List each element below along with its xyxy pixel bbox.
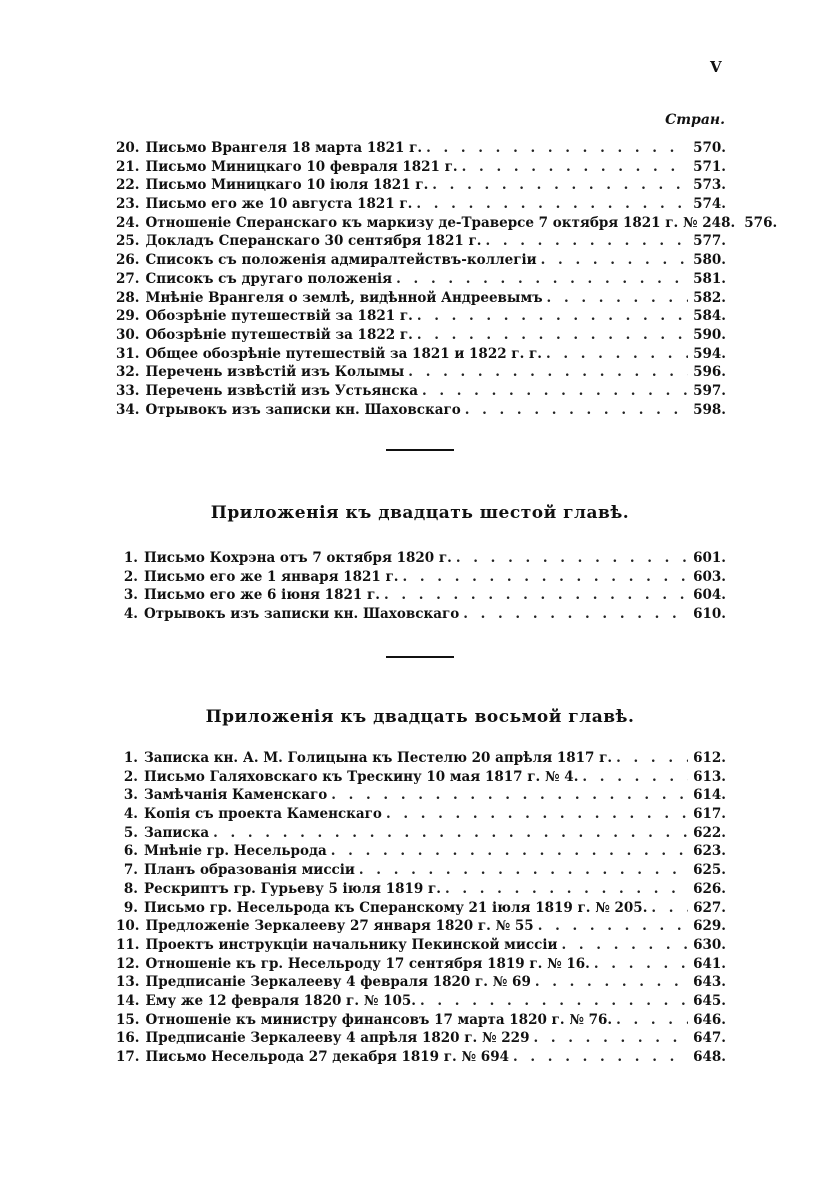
dot-leader <box>408 363 688 382</box>
entry-title: Письмо гр. Несельрода къ Сперанскому 21 іюля 1819 г. № 205. <box>144 899 648 916</box>
toc-entry <box>116 880 726 899</box>
entry-page-number: 614. <box>693 787 726 804</box>
entry-page-number: 596. <box>693 364 726 381</box>
toc-entry <box>116 326 726 345</box>
entry-page-number: 570. <box>693 140 726 156</box>
entry-page-number: 590. <box>693 326 726 343</box>
toc-entry <box>116 382 726 401</box>
toc-entry <box>116 307 726 326</box>
entry-number: 30. <box>116 326 140 343</box>
entry-title: Перечень извѣстій изъ Колымы <box>145 364 405 381</box>
dot-leader <box>331 842 688 861</box>
toc-entry <box>116 805 726 824</box>
entry-title: Отношеніе къ гр. Несельроду 17 сентября 1819 г. № 16. <box>145 955 590 972</box>
entry-title: Письмо Миницкаго 10 февраля 1821 г. <box>145 158 458 175</box>
toc-entry <box>116 992 726 1011</box>
entry-number: 2. <box>123 768 138 785</box>
entry-number: 25. <box>116 233 140 250</box>
entry-title: Письмо его же 6 іюня 1821 г. <box>144 587 380 604</box>
toc-entry <box>116 568 726 587</box>
entry-title: Отношеніе къ министру финансовъ 17 марта 1820 г. № 76. <box>145 1011 613 1028</box>
entry-page-number: 641. <box>693 955 726 972</box>
toc-entry <box>116 749 726 768</box>
entry-page-number: 581. <box>693 270 726 287</box>
entry-page-number: 574. <box>693 196 726 213</box>
entry-title: Мнѣніе Врангеля о землѣ, видѣнной Андреевымъ <box>145 289 543 306</box>
entry-title: Обозрѣніе путешествій за 1822 г. <box>145 326 413 343</box>
entry-title: Письмо Несельрода 27 декабря 1819 г. № 694 <box>145 1049 509 1065</box>
entry-page-number: 630. <box>693 936 726 953</box>
entry-number: 27. <box>116 270 140 287</box>
entry-title: Проектъ инструкціи начальнику Пекинской миссіи <box>145 936 558 953</box>
entry-title: Рескриптъ гр. Гурьеву 5 іюля 1819 г. <box>144 880 441 897</box>
entry-number: 11. <box>116 936 140 953</box>
toc-entry <box>116 955 726 974</box>
dot-leader <box>594 955 688 974</box>
dot-leader <box>213 824 688 843</box>
entry-number: 29. <box>116 308 140 325</box>
entry-title: Перечень извѣстій изъ Устьянска <box>145 382 418 399</box>
entry-number: 22. <box>116 177 140 194</box>
entry-number: 5. <box>123 824 138 841</box>
entry-number: 32. <box>116 364 140 381</box>
entry-title: Замѣчанія Каменскаго <box>144 787 328 804</box>
entry-number: 3. <box>123 787 138 804</box>
dot-leader <box>432 176 688 195</box>
toc-list-chapter-26 <box>116 549 726 624</box>
entry-number: 2. <box>123 568 138 585</box>
column-header-pages: Стран. <box>665 112 725 128</box>
entry-title: Общее обозрѣніе путешествій за 1821 и 1822 г. г. <box>145 345 542 362</box>
section-heading-chapter-28: Приложенія къ двадцать восьмой главѣ. <box>205 707 635 727</box>
dot-leader <box>533 1029 688 1048</box>
toc-entry <box>116 936 726 955</box>
entry-title: Записка <box>144 824 210 841</box>
entry-title: Докладъ Сперанскаго 30 сентября 1821 г. <box>145 233 482 250</box>
dot-leader <box>331 786 688 805</box>
entry-number: 4. <box>123 606 138 623</box>
entry-title: Списокъ съ положенія адмиралтействъ-коллегіи <box>145 252 537 269</box>
entry-page-number: 571. <box>693 158 726 175</box>
entry-page-number: 647. <box>693 1030 726 1047</box>
toc-entry <box>116 842 726 861</box>
section-divider <box>386 449 454 451</box>
entry-title: Письмо Миницкаго 10 іюля 1821 г. <box>145 177 429 194</box>
entry-title: Ему же 12 февраля 1820 г. № 105. <box>145 992 416 1009</box>
entry-page-number: 573. <box>693 177 726 194</box>
entry-page-number: 643. <box>693 974 726 991</box>
toc-entry <box>116 824 726 843</box>
toc-entry <box>116 1011 726 1030</box>
entry-number: 13. <box>116 974 140 991</box>
toc-entry <box>116 139 726 158</box>
toc-entry <box>116 605 726 624</box>
dot-leader <box>535 973 688 992</box>
dot-leader <box>616 1011 688 1030</box>
dot-leader <box>403 568 689 587</box>
entry-number: 6. <box>123 843 138 860</box>
entry-page-number: 598. <box>693 401 726 418</box>
entry-number: 31. <box>116 345 140 362</box>
entry-page-number: 625. <box>693 862 726 879</box>
toc-entry <box>116 363 726 382</box>
entry-page-number: 648. <box>693 1049 726 1065</box>
entry-title: Обозрѣніе путешествій за 1821 г. <box>145 308 413 325</box>
dot-leader <box>386 805 688 824</box>
entry-page-number: 617. <box>693 806 726 823</box>
entry-number: 3. <box>123 587 138 604</box>
toc-entry <box>116 158 726 177</box>
entry-number: 16. <box>116 1030 140 1047</box>
toc-entry <box>116 768 726 787</box>
dot-leader <box>417 307 688 326</box>
entry-number: 20. <box>116 140 140 156</box>
entry-number: 21. <box>116 158 140 175</box>
dot-leader <box>416 195 688 214</box>
dot-leader <box>463 605 688 624</box>
entry-page-number: 610. <box>693 606 726 623</box>
entry-title: Письмо его же 1 января 1821 г. <box>144 568 399 585</box>
entry-number: 28. <box>116 289 140 306</box>
entry-number: 15. <box>116 1011 140 1028</box>
entry-title: Планъ образованія миссіи <box>144 862 355 879</box>
dot-leader <box>422 382 688 401</box>
entry-page-number: 601. <box>693 550 726 566</box>
page-number: V <box>710 58 722 76</box>
entry-title: Отношеніе Сперанскаго къ маркизу де-Траверсе 7 октября 1821 г. № 248. <box>145 214 736 231</box>
entry-title: Письмо Врангеля 18 марта 1821 г. <box>145 140 423 156</box>
dot-leader <box>562 936 689 955</box>
toc-entry <box>116 973 726 992</box>
dot-leader <box>456 549 688 568</box>
dot-leader <box>541 251 688 270</box>
entry-page-number: 576. <box>744 214 778 231</box>
dot-leader <box>582 768 688 787</box>
entry-title: Предписаніе Зеркалееву 4 апрѣля 1820 г. № 229 <box>145 1030 530 1047</box>
toc-entry <box>116 899 726 918</box>
dot-leader <box>420 992 688 1011</box>
toc-entry <box>116 195 726 214</box>
dot-leader <box>384 586 688 605</box>
dot-leader <box>465 401 688 420</box>
entry-title: Отрывокъ изъ записки кн. Шаховскаго <box>144 606 460 623</box>
toc-list-continuation <box>116 139 778 419</box>
entry-page-number: 622. <box>693 824 726 841</box>
dot-leader <box>485 232 688 251</box>
entry-title: Письмо его же 10 августа 1821 г. <box>145 196 413 213</box>
entry-number: 33. <box>116 382 140 399</box>
toc-entry <box>116 214 778 233</box>
toc-entry <box>116 586 726 605</box>
entry-number: 23. <box>116 196 140 213</box>
toc-entry <box>116 401 726 420</box>
entry-page-number: 629. <box>693 918 726 935</box>
entry-page-number: 623. <box>693 843 726 860</box>
toc-entry <box>116 251 726 270</box>
entry-title: Записка кн. А. М. Голицына къ Пестелю 20 апрѣля 1817 г. <box>144 750 613 766</box>
entry-title: Списокъ съ другаго положенія <box>145 270 393 287</box>
entry-number: 26. <box>116 252 140 269</box>
dot-leader <box>462 158 688 177</box>
toc-entry <box>116 176 726 195</box>
dot-leader <box>417 326 688 345</box>
entry-number: 1. <box>123 550 138 566</box>
dot-leader <box>651 899 688 918</box>
entry-number: 14. <box>116 992 140 1009</box>
entry-page-number: 584. <box>693 308 726 325</box>
toc-entry <box>116 232 726 251</box>
dot-leader <box>359 861 688 880</box>
entry-page-number: 577. <box>693 233 726 250</box>
entry-number: 10. <box>116 918 140 935</box>
dot-leader <box>426 139 688 158</box>
entry-number: 1. <box>123 750 138 766</box>
entry-number: 8. <box>123 880 138 897</box>
entry-number: 24. <box>116 214 140 231</box>
entry-page-number: 594. <box>693 345 726 362</box>
toc-entry <box>116 917 726 936</box>
toc-entry <box>116 1029 726 1048</box>
dot-leader <box>547 289 688 308</box>
entry-page-number: 626. <box>693 880 726 897</box>
entry-title: Копія съ проекта Каменскаго <box>144 806 382 823</box>
toc-entry <box>116 345 726 364</box>
entry-title: Отрывокъ изъ записки кн. Шаховскаго <box>145 401 461 418</box>
entry-page-number: 580. <box>693 252 726 269</box>
section-heading-chapter-26: Приложенія къ двадцать шестой главѣ. <box>210 503 630 523</box>
entry-page-number: 582. <box>693 289 726 306</box>
entry-page-number: 604. <box>693 587 726 604</box>
entry-page-number: 612. <box>693 750 726 766</box>
dot-leader <box>616 749 688 768</box>
entry-title: Письмо Кохрэна отъ 7 октября 1820 г. <box>144 550 452 566</box>
section-divider <box>386 656 454 658</box>
entry-number: 4. <box>123 806 138 823</box>
entry-page-number: 645. <box>693 992 726 1009</box>
entry-page-number: 603. <box>693 568 726 585</box>
toc-entry <box>116 549 726 568</box>
toc-entry <box>116 289 726 308</box>
entry-number: 17. <box>116 1049 140 1065</box>
dot-leader <box>513 1048 688 1067</box>
entry-title: Письмо Галяховскаго къ Трескину 10 мая 1817 г. № 4. <box>144 768 579 785</box>
entry-number: 7. <box>123 862 138 879</box>
entry-title: Мнѣніе гр. Несельрода <box>144 843 327 860</box>
dot-leader <box>445 880 688 899</box>
entry-page-number: 627. <box>693 899 726 916</box>
entry-number: 9. <box>123 899 138 916</box>
toc-list-chapter-28 <box>116 749 726 1067</box>
dot-leader <box>538 917 688 936</box>
toc-entry <box>116 1048 726 1067</box>
toc-entry <box>116 861 726 880</box>
entry-page-number: 646. <box>693 1011 726 1028</box>
entry-number: 12. <box>116 955 140 972</box>
dot-leader <box>396 270 688 289</box>
entry-page-number: 613. <box>693 768 726 785</box>
dot-leader <box>546 345 688 364</box>
entry-title: Предложеніе Зеркалееву 27 января 1820 г. № 55 <box>145 918 534 935</box>
entry-number: 34. <box>116 401 140 418</box>
toc-entry <box>116 270 726 289</box>
entry-title: Предписаніе Зеркалееву 4 февраля 1820 г. № 69 <box>145 974 531 991</box>
toc-entry <box>116 786 726 805</box>
entry-page-number: 597. <box>693 382 726 399</box>
